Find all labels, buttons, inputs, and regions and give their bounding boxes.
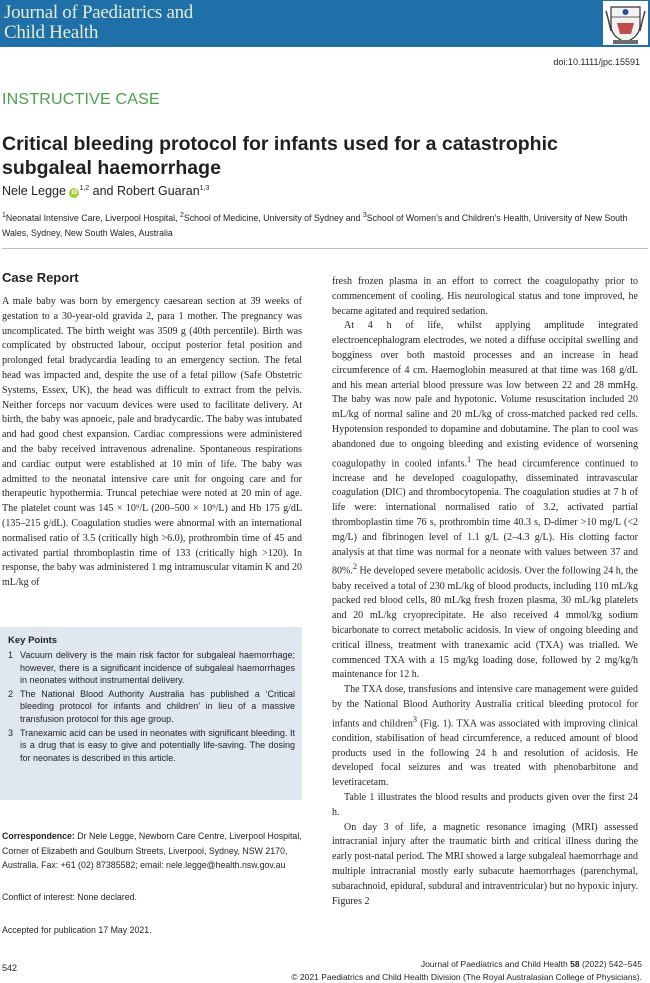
- header-divider: [2, 248, 648, 249]
- key-point-text: Vacuum delivery is the main risk factor for subgaleal haemorrhage; however, there is a significant incidence of subgaleal haemorrhages in neonates without instrumental delivery.: [20, 650, 295, 686]
- affiliation-3: School of Women’s and Children’s Health, University of New South Wales, Sydney, New South Wales, Australia: [2, 212, 628, 238]
- key-point-text: The National Blood Authority Australia has published a ‘Critical bleeding protocol for infants and children’ in lieu of a massive transfusion protocol for this age group.: [20, 688, 295, 724]
- key-point-number: 2: [8, 688, 14, 699]
- paragraph-2-part-b: The head circumference continued to increase and he developed coagulopathy, disseminated intravascular coagulation (DIC) and thrombocytopenia. The coagulation studies at 7 h of life were: international normalised ratio of 3.2, activated partial thromboplastin time 76 s, prothrombin time 40.3 s, D-dimer >10 mg/L (<2 mg/L) and fibrinogen level of 1.1 g/L (2–4.3 g/L). His clotting factor analysis at that time was normal for a neonate with values between 37 and 80%.: [332, 457, 638, 577]
- article-title: Critical bleeding protocol for infants used for a catastrophic subgaleal haemorrhage: [2, 133, 558, 179]
- affiliation-1: Neonatal Intensive Care, Liverpool Hospital,: [5, 212, 180, 223]
- aff-ref-3: 3: [362, 212, 367, 219]
- citation-1[interactable]: 1: [466, 454, 472, 464]
- paragraph-3-part-b: (Fig. 1). TXA was associated with improving clinical condition, stabilisation of head circumference, a reduced amount of blood products used in the following 24 h and resolution of acidosis. He developed focal seizures and was treated with phenobarbitone and levetiracetam.: [332, 718, 639, 789]
- key-points-box: [0, 627, 302, 800]
- author-1-affiliation-ref: 1,2: [79, 184, 90, 192]
- author-2-name[interactable]: and Robert Guaran: [89, 184, 200, 198]
- author-list: [2, 184, 209, 198]
- case-paragraph-2: [332, 319, 638, 683]
- case-paragraph-1: A male baby was born by emergency caesarean section at 39 weeks of gestation to a 30-year-old gravida 2, para 1 mother. The pregnancy was uncomplicated. The birth weight was 3509 g (40th percentile). Birth was complicated by obstructed labour, occiput posterior fetal position and prolonged fetal bradycardia leading to an emergency section. The fetal head was impacted and, despite the use of a fetal pillow (Safe Obstetric Systems, Essex, UK), the head was difficult to extract from the pelvis. Neither forceps nor vacuum devices were used to facilitate delivery. At birth, the baby was apnoeic, pale and bradycardic. The baby was intubated and had good chest expansion. Cardiac compressions were administered and the baby received intravenous adrenaline. Spontaneous respirations and cardiac output were established at 10 min of life. The baby was admitted to the neonatal intensive care unit for ongoing care and for therapeutic hypothermia. Truncal petechiae were noted at 20 min of age. The platelet count was 145 × 10⁹/L (200–500 × 10⁹/L) and Hb 175 g/dL (135–215 g/dL). Coagulation studies were abnormal with an international normalised ratio of 3.5 (critically high >6.0), prothrombin time of 45 and activated partial thromboplastin time of 133 (critically high >120). In response, the baby was administered 1 mg intramuscular vitamin K and 20 mL/kg of: [2, 296, 302, 589]
- college-crest-logo: [603, 1, 648, 45]
- key-point-text: Tranexamic acid can be used in neonates with significant bleeding. It is a drug that is easy to give and potentially life-saving. The dosing for neonates is described in this article.: [20, 727, 295, 763]
- citation-3[interactable]: 3: [412, 714, 418, 724]
- doi[interactable]: doi:10.1111/jpc.15591: [553, 57, 640, 67]
- paragraph-3-part-a: The TXA dose, transfusions and intensive care management were guided by the National Blood Authority Australia critical bleeding protocol for infants and children: [332, 684, 638, 730]
- correspondence-text[interactable]: Dr Nele Legge, Newborn Care Centre, Liverpool Hospital, Corner of Elizabeth and Goulburn Streets, Liverpool, Sydney, NSW 2170, Australia. Fax: +61 (02) 87385582; email: nele.legge@health.nsw.gov.au: [2, 831, 302, 871]
- footer-journal: Journal of Paediatrics and Child Health: [420, 959, 571, 969]
- footer-citation: [421, 959, 642, 969]
- affiliations: [2, 208, 642, 241]
- paragraph-2-part-a: At 4 h of life, whilst applying amplitude integrated electroencephalogram electrodes, we noted a diffuse occipital swelling and bogginess over both mastoid processes and an increase in head circumference of 4 cm. Haemoglobin measured at that time was 168 g/dL and his mean arterial blood pressure was low between 22 and 28 mmHg. The baby was now pale and hypotonic. Volume resuscitation included 20 mL/kg of normal saline and 20 mL/kg of cross-matched packed red cells. Hypotension responded to dopamine and dobutamine. The plan to cool was abandoned due to ongoing bleeding and existing evidence of worsening coagulopathy in cooled infants.: [332, 320, 638, 469]
- key-point-item: [8, 649, 295, 687]
- correspondence-label: Correspondence:: [2, 831, 75, 841]
- section-label: INSTRUCTIVE CASE: [2, 91, 160, 108]
- orcid-icon[interactable]: iD: [71, 190, 78, 196]
- aff-ref-2: 2: [179, 212, 184, 219]
- footer-pages: (2022) 542–545: [579, 959, 642, 969]
- citation-2[interactable]: 2: [352, 562, 358, 572]
- case-paragraph-4: Table 1 illustrates the blood results and products given over the first 24 h.: [332, 792, 638, 818]
- footer-copyright: © 2021 Paediatrics and Child Health Division (The Royal Australasian College of Physicians).: [291, 972, 642, 982]
- key-point-number: 3: [8, 727, 14, 738]
- page-number: 542: [2, 963, 18, 973]
- paragraph-2-part-c: He developed severe metabolic acidosis. Over the following 24 h, the baby received a total of 230 mL/kg of blood products, including 110 mL/kg packed red blood cells, 80 mL/kg fresh frozen plasma, 30 mL/kg platelets and 20 mL/kg cryoprecipitate. He also received 4 mmol/kg sodium bicarbonate to correct metabolic acidosis. In view of ongoing bleeding and critical illness, treatment with tranexamic acid (TXA) was trialled. We commenced TXA with a 15 mg/kg loading dose, followed by 2 mg/kg/h maintenance for 12 h.: [332, 565, 638, 681]
- right-column-text: [332, 275, 638, 909]
- case-report-heading: Case Report: [2, 270, 79, 285]
- author-1-name[interactable]: Nele Legge: [2, 184, 66, 198]
- case-paragraph-continued: fresh frozen plasma in an effort to correct the coagulopathy prior to commencement of cooling. His neurological status and tone improved, he became agitated and required sedation.: [332, 276, 638, 317]
- journal-title-line1: Journal of Paediatrics and: [4, 2, 194, 23]
- left-column-text: [2, 295, 302, 591]
- key-points-heading: Key Points: [8, 635, 58, 646]
- key-points-list: [8, 649, 295, 765]
- journal-banner: [0, 0, 650, 47]
- journal-title-line2: Child Health: [4, 22, 99, 43]
- key-point-item: [8, 688, 295, 726]
- conflict-of-interest: Conflict of interest: None declared.: [2, 892, 137, 902]
- correspondence: [2, 829, 302, 873]
- aff-ref-1: 1: [2, 212, 6, 219]
- affiliation-2: School of Medicine, University of Sydney and: [183, 212, 363, 223]
- crest-icon: [603, 1, 648, 45]
- key-point-number: 1: [8, 650, 14, 660]
- case-paragraph-5: On day 3 of life, a magnetic resonance imaging (MRI) assessed intracranial injury after the traumatic birth and critical illness during the early post-natal period. The MRI showed a large subgaleal haemorrhage and multiple intracranial mostly early subacute haemorrhages (parenchymal, subarachnoid, epidural, subdural and intraventricular) but no hypoxic injury. Figures 2: [332, 821, 638, 907]
- accepted-date: Accepted for publication 17 May 2021.: [2, 925, 152, 935]
- author-2-affiliation-ref: 1,3: [199, 184, 210, 192]
- case-paragraph-3: [332, 683, 638, 791]
- footer-volume: 58: [570, 959, 580, 969]
- key-point-item: [8, 727, 295, 765]
